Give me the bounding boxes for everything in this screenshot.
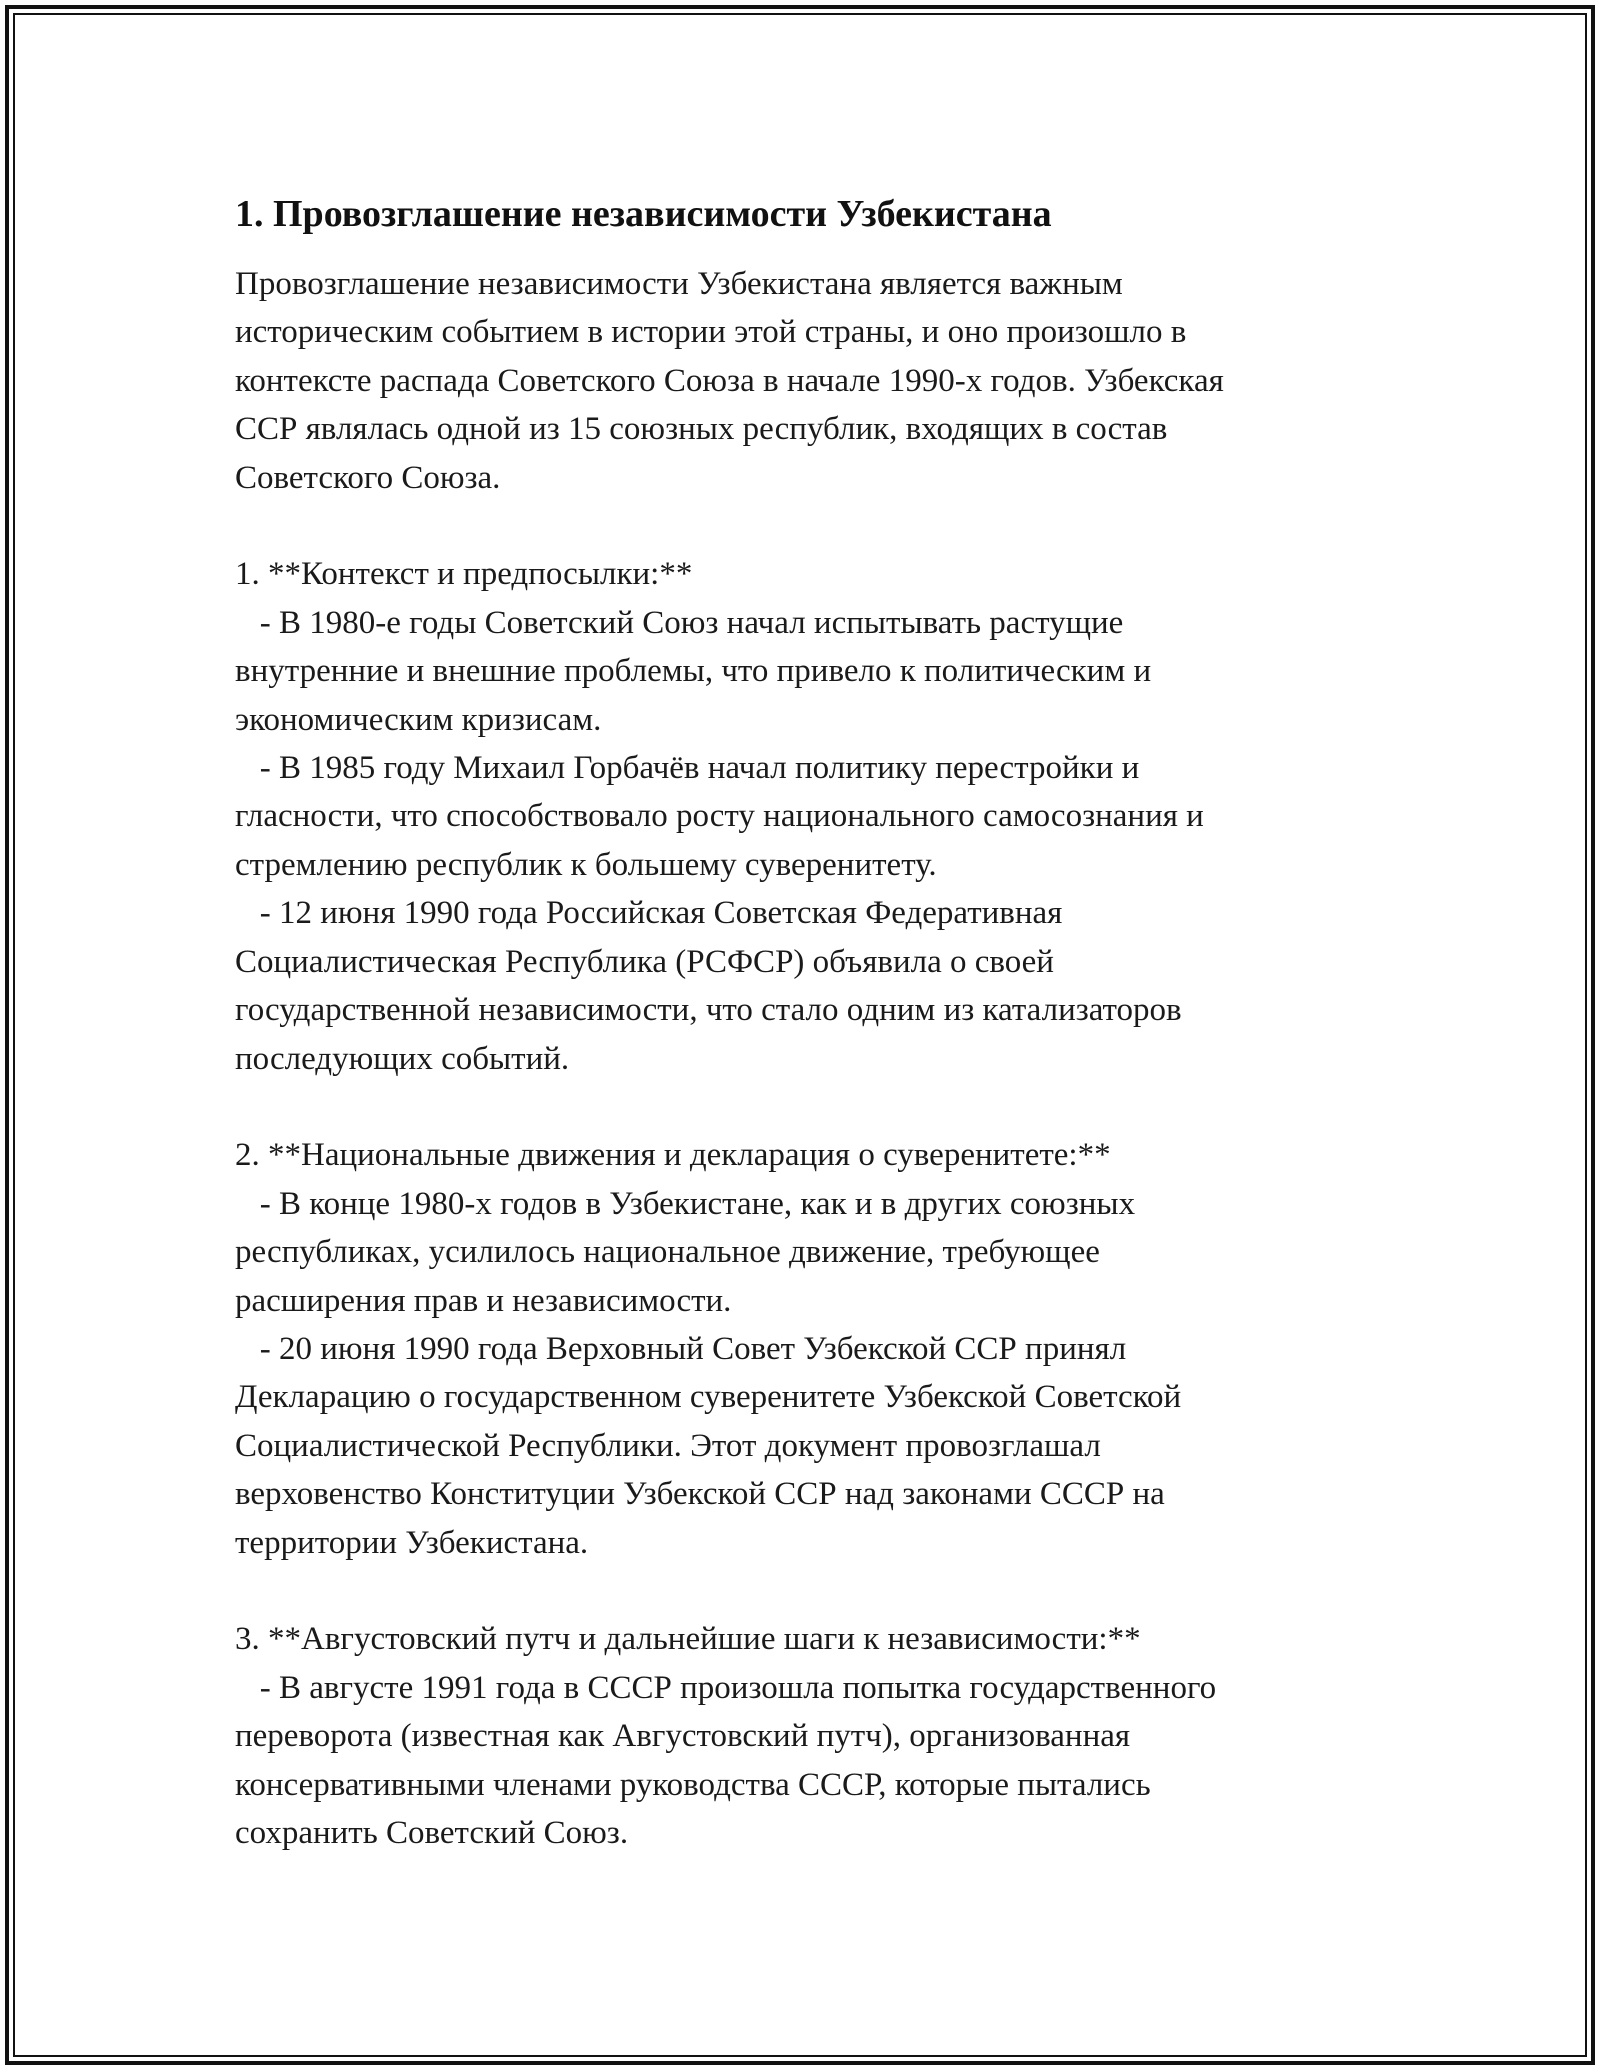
document-content — [235, 186, 1365, 1857]
document-heading: 1. Провозглашение независимости Узбекистана — [235, 193, 1052, 235]
document-body-text: Провозглашение независимости Узбекистана является важным историческим событием в истории этой страны, и оно произошло в контексте распада Советского Союза в начале 1990-х годов. Узбекская ССР являлась одной из 15 союзных республик, входящих в состав Советского Союза. 1. **Контекст и предпосылки:** - В 1980-е годы Советский Союз начал испытывать растущие внутренние и внешние проблемы, что привело к политическим и экономическим кризисам. - В 1985 году Михаил Горбачёв начал политику перестройки и гласности, что способствовало росту национального самосознания и стремлению республик к большему суверенитету. - 12 июня 1990 года Российская Советская Федеративная Социалистическая Республика (РСФСР) объявила о своей государственной независимости, что стало одним из катализаторов последующих событий. 2. **Национальные движения и декларация о суверенитете:** - В конце 1980-х годов в Узбекистане, как и в других союзных республиках, усилилось национальное движение, требующее расширения прав и независимости. - 20 июня 1990 года Верховный Совет Узбекской ССР принял Декларацию о государственном суверенитете Узбекской Советской Социалистической Республики. Этот документ провозглашал верховенство Конституции Узбекской ССР над законами СССР на территории Узбекистана. 3. **Августовский путч и дальнейшие шаги к независимости:** - В августе 1991 года в СССР произошла попытка государственного переворота (известная как Августовский путч), организованная консервативными членами руководства СССР, которые пытались сохранить Советский Союз. — [235, 266, 1224, 1851]
